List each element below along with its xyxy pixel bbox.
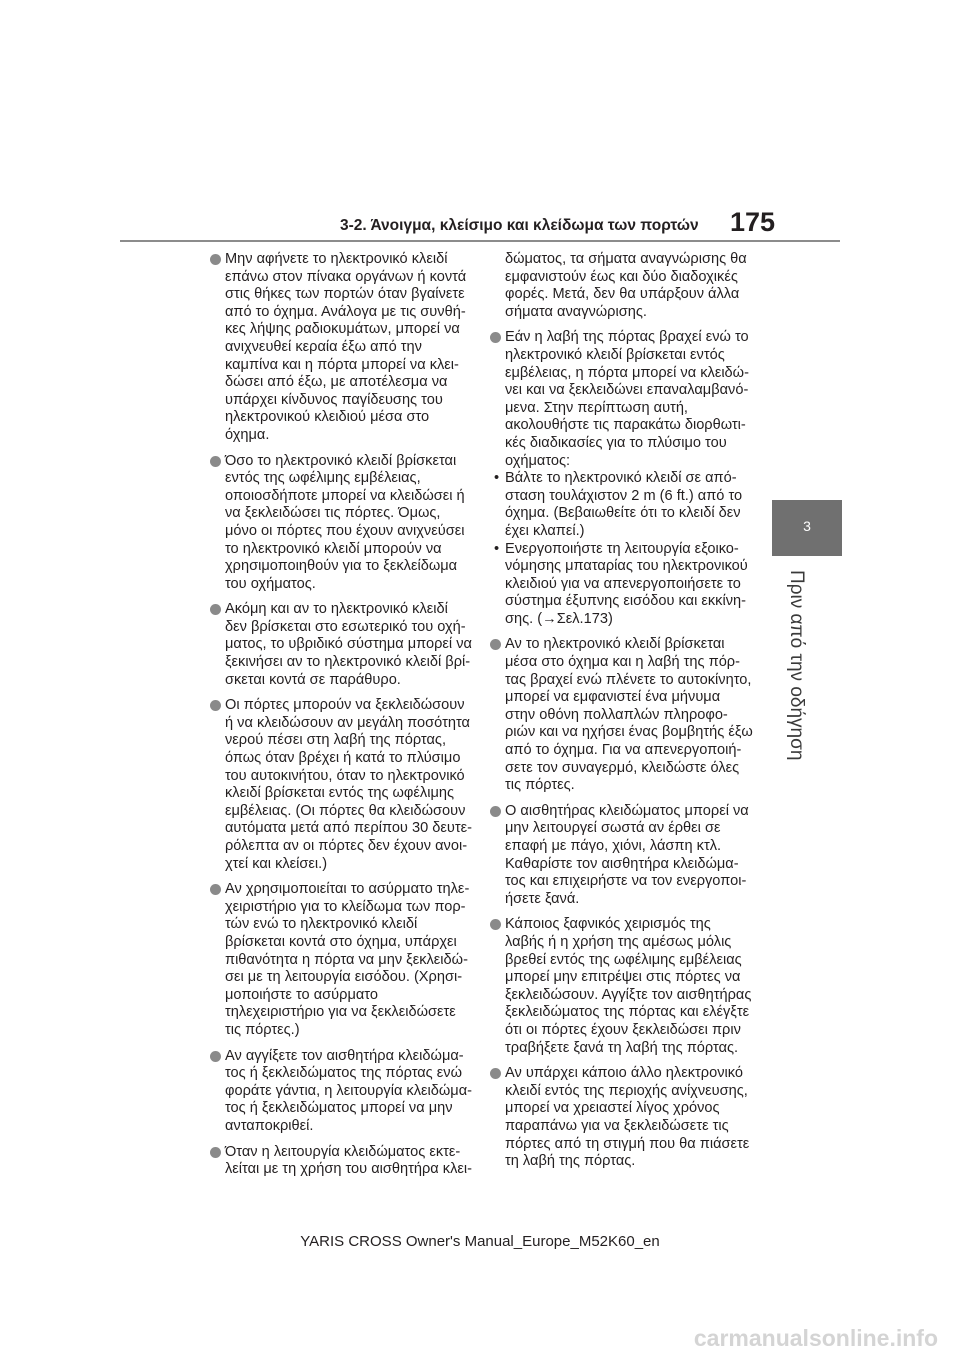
- chapter-tab: [772, 500, 842, 556]
- text-line: ξεκλειδώματος της πόρτας και ελέγξτε: [505, 1004, 750, 1021]
- text-line: μέσα στο όχημα και η λαβή της πόρ-: [505, 654, 740, 671]
- text-line: του οχήματος.: [225, 575, 316, 592]
- text-line: το ηλεκτρονικό κλειδί μπορούν να: [225, 540, 442, 557]
- text-line: δώσει από έξω, με αποτέλεσμα να: [225, 374, 448, 391]
- text-line: νόμησης μπαταρίας του ηλεκτρονικού: [505, 558, 748, 575]
- text-line: από το όχημα. Ανάλογα με τις συνθή-: [225, 303, 466, 320]
- bullet-icon: [210, 700, 221, 711]
- text-line: έχει κλαπεί.): [505, 522, 585, 539]
- text-line: Καθαρίστε τον αισθητήρα κλειδώμα-: [505, 855, 739, 872]
- text-line: βρίσκεται κοντά στο όχημα, υπάρχει: [225, 933, 457, 950]
- text-line: Εάν η λαβή της πόρτας βραχεί ενώ το: [505, 329, 749, 346]
- text-line: φοράτε γάντια, η λειτουργία κλειδώμα-: [225, 1082, 472, 1099]
- text-line: ρόλεπτα αν οι πόρτες δεν έχουν ανοι-: [225, 838, 468, 854]
- text-line: Όσο το ηλεκτρονικό κλειδί βρίσκεται: [225, 452, 457, 469]
- text-line: μην λειτουργεί σωστά αν έρθει σε: [505, 820, 721, 837]
- text-line: τας βραχεί ενώ πλένετε το αυτοκίνητο,: [505, 671, 752, 688]
- text-line: τις πόρτες.): [225, 1021, 300, 1038]
- text-line: τη λαβή της πόρτας.: [505, 1153, 636, 1170]
- text-line: ξεκλειδώσουν. Αγγίξτε τον αισθητήρας: [505, 986, 752, 1003]
- text-line: σετε τον συναγερμό, κλειδώστε όλες: [505, 759, 740, 776]
- text-line: ριών και να ηχήσει ένας βομβητής έξω: [505, 724, 753, 741]
- text-line: Ο αισθητήρας κλειδώματος μπορεί να: [505, 802, 749, 819]
- list-item: [211, 251, 473, 445]
- list-item: [211, 881, 473, 1039]
- text-line: σύστημα έξυπνης εισόδου και εκκίνη-: [505, 593, 746, 610]
- bullet-icon: [210, 254, 221, 265]
- bullet-icon: [210, 1147, 221, 1158]
- page-number: 175: [730, 207, 776, 237]
- header-title: 3-2. Άνοιγμα, κλείσιμο και κλείδωμα των πορτών: [340, 217, 699, 234]
- text-line: πιθανότητα η πόρτα να μην ξεκλειδώ-: [225, 951, 468, 968]
- text-line: εντός της ωφέλιμης εμβέλειας,: [225, 470, 421, 487]
- text-line: τος ή ξεκλειδώματος της πόρτας ενώ: [225, 1065, 462, 1082]
- text-line: από το όχημα. Για να απενεργοποιή-: [505, 742, 742, 759]
- text-line: χειριστήριο για το κλείδωμα των πορ-: [225, 898, 466, 915]
- bullet-icon: [490, 806, 501, 817]
- text-line: επάνω στον πίνακα οργάνων ή κοντά: [225, 268, 467, 285]
- text-line: ηλεκτρονικό κλειδί βρίσκεται εντός: [505, 346, 725, 363]
- text-line: ακολουθήστε τις παρακάτω διορθωτι-: [505, 417, 746, 434]
- list-item: [491, 803, 753, 909]
- text-line: εμβέλειας. (Οι πόρτες θα κλειδώσουν: [225, 802, 466, 819]
- header-rule: [120, 240, 840, 242]
- text-line: μόνο οι πόρτες που έχουν ανιχνεύσει: [225, 522, 465, 539]
- list-item: [491, 329, 753, 628]
- text-line: μενα. Στην περίπτωση αυτή,: [505, 399, 688, 416]
- text-line: εμφανιστούν έως και δύο διαδοχικές: [505, 268, 738, 285]
- sub-list-item: [491, 541, 753, 629]
- bullet-icon: [210, 604, 221, 615]
- text-line: Οι πόρτες μπορούν να ξεκλειδώσουν: [225, 697, 465, 714]
- text-line: καμπίνα και η πόρτα μπορεί να κλει-: [225, 356, 459, 373]
- text-line: Αν χρησιμοποιείται το ασύρματο τηλε-: [225, 881, 470, 898]
- text-line: σει με τη λειτουργία εισόδου. (Χρησι-: [225, 969, 463, 986]
- text-line: κλειδιού για να απενεργοποιήσετε το: [505, 575, 741, 592]
- text-line: εμβέλειας, η πόρτα μπορεί να κλειδώ-: [505, 364, 749, 381]
- list-item: [211, 1048, 473, 1136]
- text-line: τραβήξετε ξανά τη λαβή της πόρτας.: [505, 1039, 739, 1056]
- list-item: [211, 453, 473, 594]
- text-line: Μην αφήνετε το ηλεκτρονικό κλειδί: [225, 251, 448, 267]
- text-line: οχήματος:: [505, 452, 571, 469]
- chapter-name: Πριν από την οδήγηση: [786, 570, 807, 761]
- text-line: σήματα αναγνώρισης.: [505, 303, 647, 320]
- text-line: τηλεχειριστήριο για να ξεκλειδώσετε: [225, 1004, 456, 1021]
- text-line: τος και επιχειρήστε να τον ενεργοποι-: [505, 873, 747, 890]
- text-line: βρεθεί εντός της ωφέλιμης εμβέλειας: [505, 951, 742, 968]
- bullet-icon: [210, 1051, 221, 1062]
- text-line: Αν αγγίξετε τον αισθητήρα κλειδώμα-: [225, 1047, 464, 1064]
- text-line: νερού πέσει στη λαβή της πόρτας,: [225, 732, 446, 749]
- text-line: Βάλτε το ηλεκτρονικό κλειδί σε από-: [505, 470, 737, 487]
- text-line: επαφή με πάγο, χιόνι, λάσπη κτλ.: [505, 838, 722, 854]
- chapter-number: 3: [803, 518, 811, 534]
- text-line: σκεται κοντά σε παράθυρο.: [225, 671, 401, 688]
- text-line: χρησιμοποιηθούν για το ξεκλείδωμα: [225, 558, 458, 575]
- text-line: ή να κλειδώσουν αν μεγάλη ποσότητα: [225, 714, 470, 731]
- text-line: ότι οι πόρτες έχουν ξεκλειδώσει πριν: [505, 1021, 741, 1038]
- text-line: στην οθόνη πολλαπλών πληροφο-: [505, 706, 728, 723]
- list-item: [211, 601, 473, 689]
- text-line: όπως όταν βρέχει ή κατά το πλύσιμο: [225, 750, 461, 767]
- text-line: όχημα.: [225, 426, 270, 443]
- text-line: μπορεί μην επιτρέψει στις πόρτες να: [505, 969, 741, 986]
- text-line: νει και να ξεκλειδώνει επαναλαμβανό-: [505, 382, 749, 399]
- bullet-icon: [210, 456, 221, 467]
- text-line: Αν υπάρχει κάποιο άλλο ηλεκτρονικό: [505, 1065, 743, 1082]
- sub-bullet-icon: •: [494, 470, 500, 487]
- text-line: σταση τουλάχιστον 2 m (6 ft.) από το: [505, 487, 743, 504]
- text-line: Ακόμη και αν το ηλεκτρονικό κλειδί: [225, 601, 448, 618]
- list-item: [491, 636, 753, 794]
- text-line: κλειδί βρίσκεται εντός της ωφέλιμης: [225, 785, 455, 802]
- list-item: [491, 1065, 753, 1171]
- text-line: Όταν η λειτουργία κλειδώματος εκτε-: [225, 1143, 461, 1160]
- bullet-icon: [490, 332, 501, 343]
- text-line: όχημα. (Βεβαιωθείτε ότι το κλειδί δεν: [505, 505, 741, 522]
- text-line: ανιχνευθεί κεραία έξω από την: [225, 338, 422, 355]
- sub-bullet-icon: •: [494, 540, 500, 557]
- text-line: τις πόρτες.: [505, 777, 575, 794]
- text-line: αυτόματα μετά από περίπου 30 δευτε-: [225, 820, 472, 837]
- text-line: να ξεκλειδώσει τις πόρτες. Όμως,: [225, 505, 441, 522]
- bullet-icon: [490, 639, 501, 650]
- text-line: στις θήκες των πορτών όταν βγαίνετε: [225, 286, 465, 303]
- text-line: κλειδί εντός της περιοχής ανίχνευσης,: [505, 1082, 748, 1099]
- text-line: κές διαδικασίες για το πλύσιμο του: [505, 434, 727, 451]
- bullet-icon: [490, 1068, 501, 1079]
- text-line: πόρτες από τη στιγμή που θα πιάσετε: [505, 1135, 750, 1152]
- text-line: μοποιήστε το ασύρματο: [225, 986, 378, 1003]
- text-line: ήσετε ξανά.: [505, 890, 580, 907]
- list-item: [211, 1144, 473, 1179]
- text-line: οποιοσδήποτε μπορεί να κλειδώσει ή: [225, 487, 465, 504]
- text-line: τος ή ξεκλειδώματος μπορεί να μην: [225, 1100, 453, 1117]
- text-line: μπορεί να εμφανιστεί ένα μήνυμα: [505, 689, 721, 706]
- text-line: ανταποκριθεί.: [225, 1117, 314, 1134]
- text-line: Κάποιος ξαφνικός χειρισμός της: [505, 916, 711, 933]
- text-line: τών ενώ το ηλεκτρονικό κλειδί: [225, 916, 418, 933]
- sub-list-item: [491, 470, 753, 540]
- text-line: χτεί και κλείσει.): [225, 855, 328, 872]
- text-line: μπορεί να χρειαστεί λίγος χρόνος: [505, 1100, 720, 1117]
- text-line: του αυτοκινήτου, όταν το ηλεκτρονικό: [225, 767, 465, 784]
- footer-text: YARIS CROSS Owner's Manual_Europe_M52K60_en: [300, 1233, 660, 1250]
- list-item: [211, 697, 473, 873]
- bullet-icon: [490, 919, 501, 930]
- text-line: δώματος, τα σήματα αναγνώρισης θα: [505, 251, 747, 267]
- watermark: carmanualsonline.info: [693, 1325, 938, 1351]
- text-line: φορές. Μετά, δεν θα υπάρξουν άλλα: [505, 286, 740, 303]
- text-line: υπάρχει κίνδυνος παγίδευσης του: [225, 391, 443, 408]
- text-line: κες λήψης ραδιοκυμάτων, μπορεί να: [225, 321, 460, 338]
- text-line: δεν βρίσκεται στο εσωτερικό του οχή-: [225, 618, 466, 635]
- bullet-icon: [210, 884, 221, 895]
- text-line: ματος, το υβριδικό σύστημα μπορεί να: [225, 636, 472, 653]
- text-line: λείται με τη χρήση του αισθητήρα κλει-: [225, 1161, 473, 1178]
- right-column: [491, 251, 753, 1179]
- text-line: λαβής ή η χρήση της αμέσως μόλις: [505, 933, 732, 950]
- text-line: ξεκινήσει αν το ηλεκτρονικό κλειδί βρί-: [225, 654, 471, 671]
- list-item: [491, 251, 753, 321]
- text-line: σης. (→Σελ.173): [505, 610, 613, 627]
- left-column: [211, 251, 473, 1187]
- text-line: παραπάνω για να ξεκλειδώσετε τις: [505, 1117, 729, 1134]
- list-item: [491, 916, 753, 1057]
- text-line: ηλεκτρονικού κλειδιού μέσα στο: [225, 409, 430, 426]
- text-line: Αν το ηλεκτρονικό κλειδί βρίσκεται: [505, 636, 725, 653]
- text-line: Ενεργοποιήστε τη λειτουργία εξοικο-: [505, 540, 739, 557]
